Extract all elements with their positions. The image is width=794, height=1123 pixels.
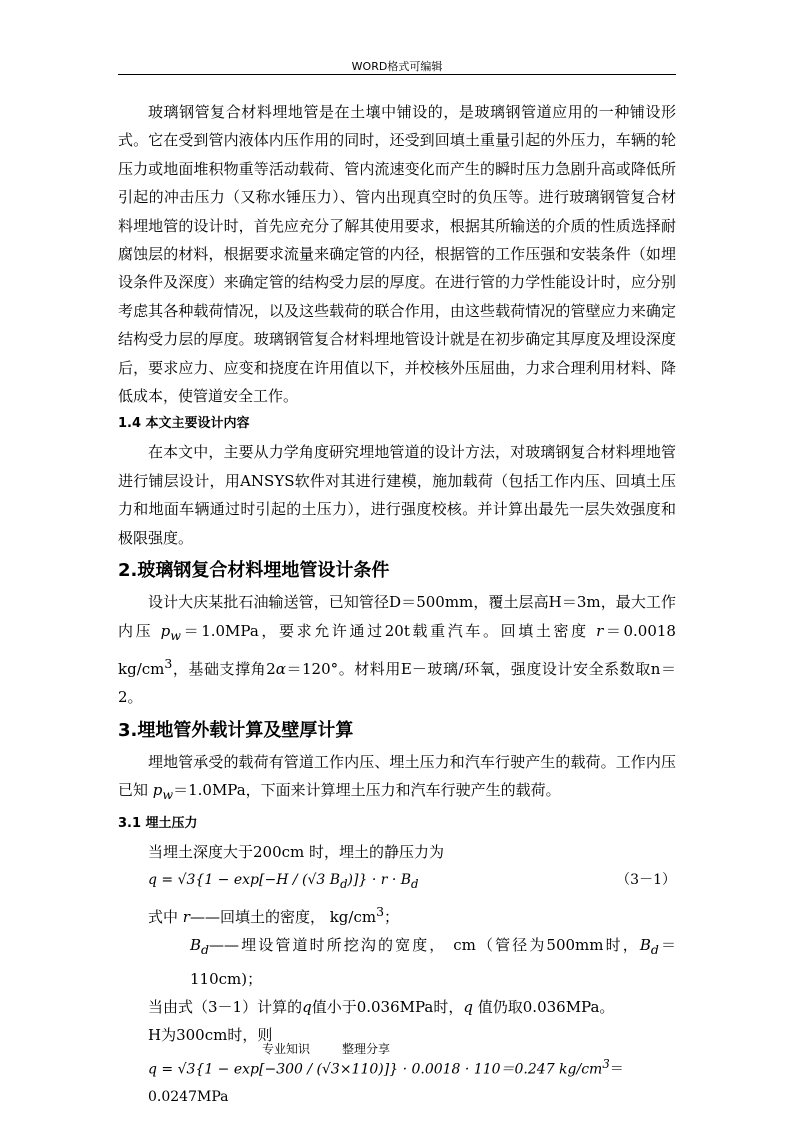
symbol-alpha: α [275, 659, 286, 678]
text: 设计大庆某批石油输送管，已知管径D＝500mm，覆土层高H＝3m，最大工作内压 [118, 593, 676, 640]
text: 式中 [148, 907, 183, 926]
text: 值小于0.036MPa时， [311, 997, 464, 1016]
symbol-r: r [182, 907, 190, 926]
symbol-q: q [302, 997, 312, 1016]
text: ，基础支撑角2 [172, 659, 276, 678]
document-body [118, 98, 676, 1111]
section-1-4-heading: 1.4 本文主要设计内容 [118, 416, 250, 432]
superscript-3: 3 [376, 903, 385, 919]
paragraph-h-300: H为300cm时，则 [148, 1026, 273, 1045]
formula-calc [118, 1050, 676, 1112]
formula-sub: d [411, 876, 419, 891]
superscript-3: 3 [164, 655, 173, 671]
section-2-heading: 2.玻璃钢复合材料埋地管设计条件 [118, 560, 390, 582]
text: ＝1.0MPa，要求允许通过20t载重汽车。回填土密度 [180, 621, 597, 640]
formula-text: q = √3{1 − exp[−300 / (√3×110)]} · 0.0018 · 110＝0.247 kg/cm [148, 1061, 603, 1078]
subscript-d: d [650, 942, 659, 958]
formula-3-1 [118, 866, 676, 898]
symbol-b: B [190, 936, 202, 955]
footer-left: 专业知识 [262, 1042, 311, 1056]
text: 值仍取0.036MPa。 [472, 997, 615, 1016]
text: ＝120°。材料用E－玻璃/环氧，强度设计安全系数取n＝2。 [118, 659, 677, 707]
definition-bd [118, 931, 676, 993]
text: ＝110cm)； [190, 936, 676, 988]
definition-r [118, 898, 676, 931]
symbol-p: p [160, 621, 171, 640]
formula-sup: 3 [602, 1056, 610, 1071]
text: ＝0.0018 kg/cm [118, 621, 676, 678]
paragraph-static-pressure: 当埋土深度大于200cm 时，埋土的静压力为 [148, 842, 445, 861]
text: ——埋设管道时所挖沟的宽度， cm（管径为500mm时， [209, 936, 640, 955]
equation-number: （3－1） [616, 871, 676, 888]
formula-sub: d [340, 876, 348, 891]
subscript-w: w [162, 787, 174, 803]
paragraph-design-content: 在本文中，主要从力学角度研究埋地管道的设计方法，对玻璃钢复合材料埋地管进行铺层设计，用ANSYS软件对其进行建模，施加载荷（包括工作内压、回填土压力和地面车辆通过时引起的土压力），进行强度校核。并计算出最先一层失效强度和极限强度。 [118, 443, 676, 547]
page-header: WORD格式可编辑 [351, 60, 443, 73]
text: ——回填土的密度， kg/cm [189, 907, 377, 926]
subscript-w: w [170, 627, 181, 643]
footer-right: 整理分享 [342, 1042, 391, 1056]
symbol-r: r [596, 621, 604, 640]
formula-text: )]} · r · B [347, 871, 412, 888]
paragraph-min-q [118, 993, 676, 1021]
section-3-1-heading: 3.1 埋土压力 [118, 815, 198, 831]
symbol-q: q [463, 997, 473, 1016]
section-3-heading: 3.埋地管外载计算及壁厚计算 [118, 719, 354, 741]
header-rule [118, 74, 676, 75]
text: ＝1.0MPa，下面来计算埋土压力和汽车行驶产生的载荷。 [173, 781, 561, 800]
text: 当由式（3－1）计算的 [148, 997, 303, 1016]
symbol-p: p [152, 781, 163, 800]
paragraph-loads [118, 748, 676, 810]
paragraph-design-conditions [118, 588, 676, 712]
symbol-b: B [639, 936, 651, 955]
text: 埋地管承受的载荷有管道工作内压、埋土压力和汽车行驶产生的载荷。工作内压已知 [118, 752, 676, 800]
formula-text: ＝0.0247MPa [148, 1061, 624, 1106]
paragraph-intro: 玻璃钢管复合材料埋地管是在土壤中铺设的，是玻璃钢管道应用的一种铺设形式。它在受到管内液体内压作用的同时，还受到回填土重量引起的外压力，车辆的轮压力或地面堆积物重等活动载荷、管内流速变化而产生的瞬时压力急剧升高或降低所引起的冲击压力（又称水锤压力）、管内出现真空时的负压等。进行玻璃钢管复合材料埋地管的设计时，首先应充分了解其使用要求，根据其所输送的介质的性质选择耐腐蚀层的材料，根据要求流量来确定管的内径，根据管的工作压强和安装条件（如埋设条件及深度）来确定管的结构受力层的厚度。在进行管的力学性能设计时，应分别考虑其各种载荷情况，以及这些载荷的联合作用，由这些载荷情况的管壁应力来确定结构受力层的厚度。玻璃钢管复合材料埋地管设计就是在初步确定其厚度及埋设深度后，要求应力、应变和挠度在许用值以下，并校核外压屈曲，力求合理利用材料、降低成本，使管道安全工作。 [118, 103, 676, 406]
subscript-d: d [201, 942, 210, 958]
text: ； [384, 907, 400, 926]
formula-text: q = √3{1 − exp[−H / (√3 B [148, 871, 341, 888]
